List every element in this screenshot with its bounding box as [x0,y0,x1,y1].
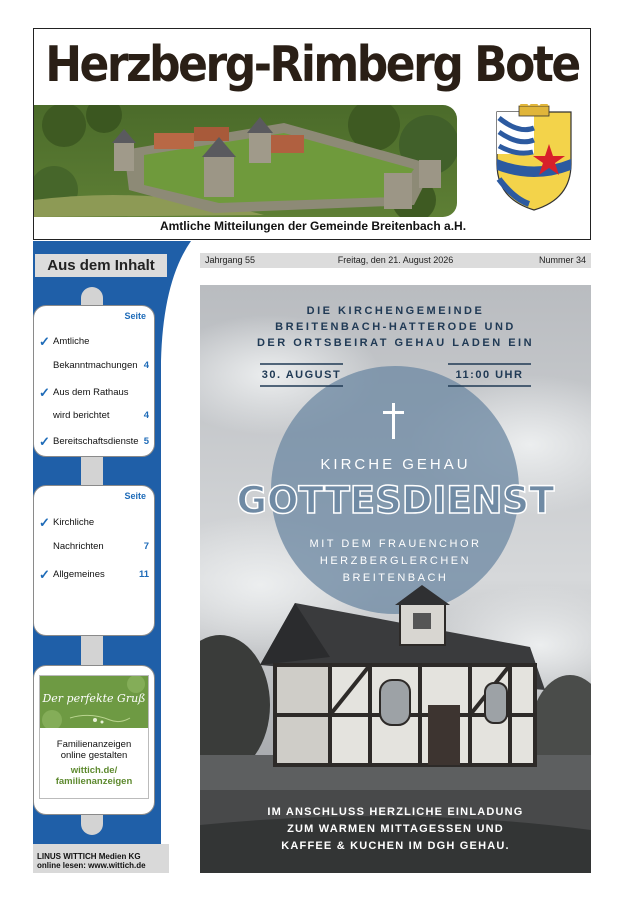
issue-date: Freitag, den 21. August 2026 [337,255,454,265]
coat-of-arms [489,104,579,214]
page-column-label: Seite [124,491,146,501]
page-column-label: Seite [124,311,146,321]
volume-label: Jahrgang 55 [205,255,256,265]
toc-page-number: 11 [138,569,149,580]
issue-number: Nummer 34 [538,255,586,265]
issue-info-bar [200,253,591,268]
publisher-footer: LINUS WITTICH Medien KG online lesen: www.wittich.de [33,844,169,873]
family-ad[interactable] [39,675,149,799]
check-icon: ✓ [39,567,50,582]
toc-box-1: Seite ✓ Amtliche Bekanntmachungen 4 ✓ Aus dem Rathaus wird berichtet 4 ✓ Bereitschaftsdienste 5 [33,305,155,457]
toc-box-2: Seite ✓ Kirchliche Nachrichten 7 ✓ Allgemeines 11 [33,485,155,636]
poster-footer-line: ZUM WARMEN MITTAGESSEN UND [287,823,504,835]
newspaper-subtitle: Amtliche Mitteilungen der Gemeinde Breitenbach a.H. [159,219,467,233]
choir-line: HERZBERGLERCHEN [319,555,472,567]
choir-line: BREITENBACH [342,572,449,584]
event-date: 30. AUGUST [261,369,342,381]
poster-footer-line: IM ANSCHLUSS HERZLICHE EINLADUNG [267,806,524,818]
poster-intro-line: BREITENBACH-HATTERODE UND [275,321,516,333]
ad-banner [40,676,148,728]
castle-photo [34,105,457,217]
toc-page-number: 5 [143,436,149,447]
poster-headline: GOTTESDIENST [236,479,555,522]
ad-script-title: Der perfekte Gruß [42,692,146,705]
check-icon: ✓ [39,515,50,530]
toc-page-number: 4 [143,410,149,421]
ad-box[interactable] [33,665,155,815]
check-icon: ✓ [39,434,50,449]
choir-line: MIT DEM FRAUENCHOR [309,538,482,550]
ad-link[interactable]: wittich.de/ familienanzeigen [55,765,133,787]
ad-text: Familienanzeigen online gestalten [56,739,132,761]
contents-heading: Aus dem Inhalt [35,254,167,277]
toc-page-number: 4 [143,360,149,371]
toc-page-number: 7 [143,541,149,552]
masthead [33,28,591,240]
check-icon: ✓ [39,385,50,400]
event-place: KIRCHE GEHAU [320,456,471,473]
poster-footer-line: KAFFEE & KUCHEN IM DGH GEHAU. [281,840,510,852]
poster-intro-line: DER ORTSBEIRAT GEHAU LADEN EIN [256,337,535,349]
newspaper-title: Herzberg-Rimberg Bote [45,36,579,94]
event-time: 11:00 UHR [455,369,524,381]
poster-intro-line: DIE KIRCHENGEMEINDE [306,305,485,317]
church-poster [200,285,591,873]
check-icon: ✓ [39,334,50,349]
